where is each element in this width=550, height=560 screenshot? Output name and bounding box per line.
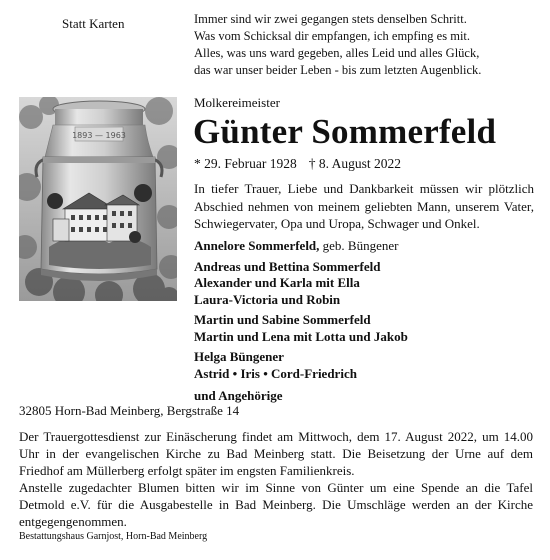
- name-separator: •: [259, 365, 272, 381]
- birth-date: * 29. Februar 1928: [194, 156, 297, 171]
- family-member: Laura-Victoria und Robin: [194, 291, 341, 307]
- poem-line: Immer sind wir zwei gegangen stets denselben Schritt.: [194, 12, 467, 26]
- milk-can-photo: [19, 97, 177, 301]
- poem-line: das war unser beider Leben - bis zum letzten Augenblick.: [194, 63, 482, 77]
- photo-date-label: 1893 — 1963: [72, 131, 126, 140]
- family-member: Andreas und Bettina Sommerfeld: [194, 258, 381, 274]
- family-member: Cord-Friedrich: [271, 365, 357, 381]
- family-member: Martin und Lena mit Lotta und Jakob: [194, 328, 408, 344]
- occupation: Molkereimeister: [194, 95, 280, 110]
- family-member: [194, 366, 534, 383]
- relatives-closing: und Angehörige: [194, 388, 283, 403]
- deceased-name: Günter Sommerfeld: [193, 112, 497, 151]
- service-info: Der Trauergottesdienst zur Einäscherung findet am Mittwoch, dem 17. August 2022, um 14.00 Uhr in der evangelischen Kirche zu Bad Meinberg statt. Die Beisetzung der Urne auf dem Friedhof am Müllerberg erfolgt später im engsten Familienkreis.: [19, 429, 533, 478]
- family-group: [194, 349, 534, 382]
- family-member: Alexander und Karla mit Ella: [194, 275, 360, 290]
- family-list: [194, 238, 534, 409]
- name-separator: •: [229, 365, 241, 381]
- family-member: Martin und Sabine Sommerfeld: [194, 312, 371, 327]
- widow-line: [194, 238, 534, 255]
- funeral-home: Bestattungshaus Garnjost, Horn-Bad Meinberg: [19, 531, 208, 542]
- statt-karten-label: Statt Karten: [62, 16, 125, 31]
- life-dates: [194, 156, 401, 172]
- donation-info: Anstelle zugedachter Blumen bitten wir im Sinne von Günter um eine Spende an die Tafel Detmold e.V. für die Ausgabestelle in Bad Meinberg. Die Umschläge werden an der Kirche entgegengenommen.: [19, 480, 533, 529]
- widow-name: Annelore Sommerfeld,: [194, 238, 320, 253]
- family-member: Astrid: [194, 365, 230, 381]
- death-date: † 8. August 2022: [308, 156, 401, 171]
- poem-line: Alles, was uns ward gegeben, alles Leid und alles Glück,: [194, 46, 480, 60]
- poem: [194, 11, 534, 79]
- address: 32805 Horn-Bad Meinberg, Bergstraße 14: [19, 403, 240, 418]
- family-member: Iris: [240, 365, 260, 381]
- family-member: Helga Büngener: [194, 349, 284, 364]
- poem-line: Was vom Schicksal dir empfangen, ich empfing es mit.: [194, 29, 471, 43]
- family-group: [194, 312, 534, 345]
- family-group: [194, 259, 534, 309]
- widow-maiden-name: geb. Büngener: [319, 238, 399, 253]
- mourning-text: In tiefer Trauer, Liebe und Dankbarkeit müssen wir plötzlich Abschied nehmen von meinem geliebten Mann, unserem Vater, Schwiegervater, Opa und Uropa, Schwager und Onkel.: [194, 181, 534, 231]
